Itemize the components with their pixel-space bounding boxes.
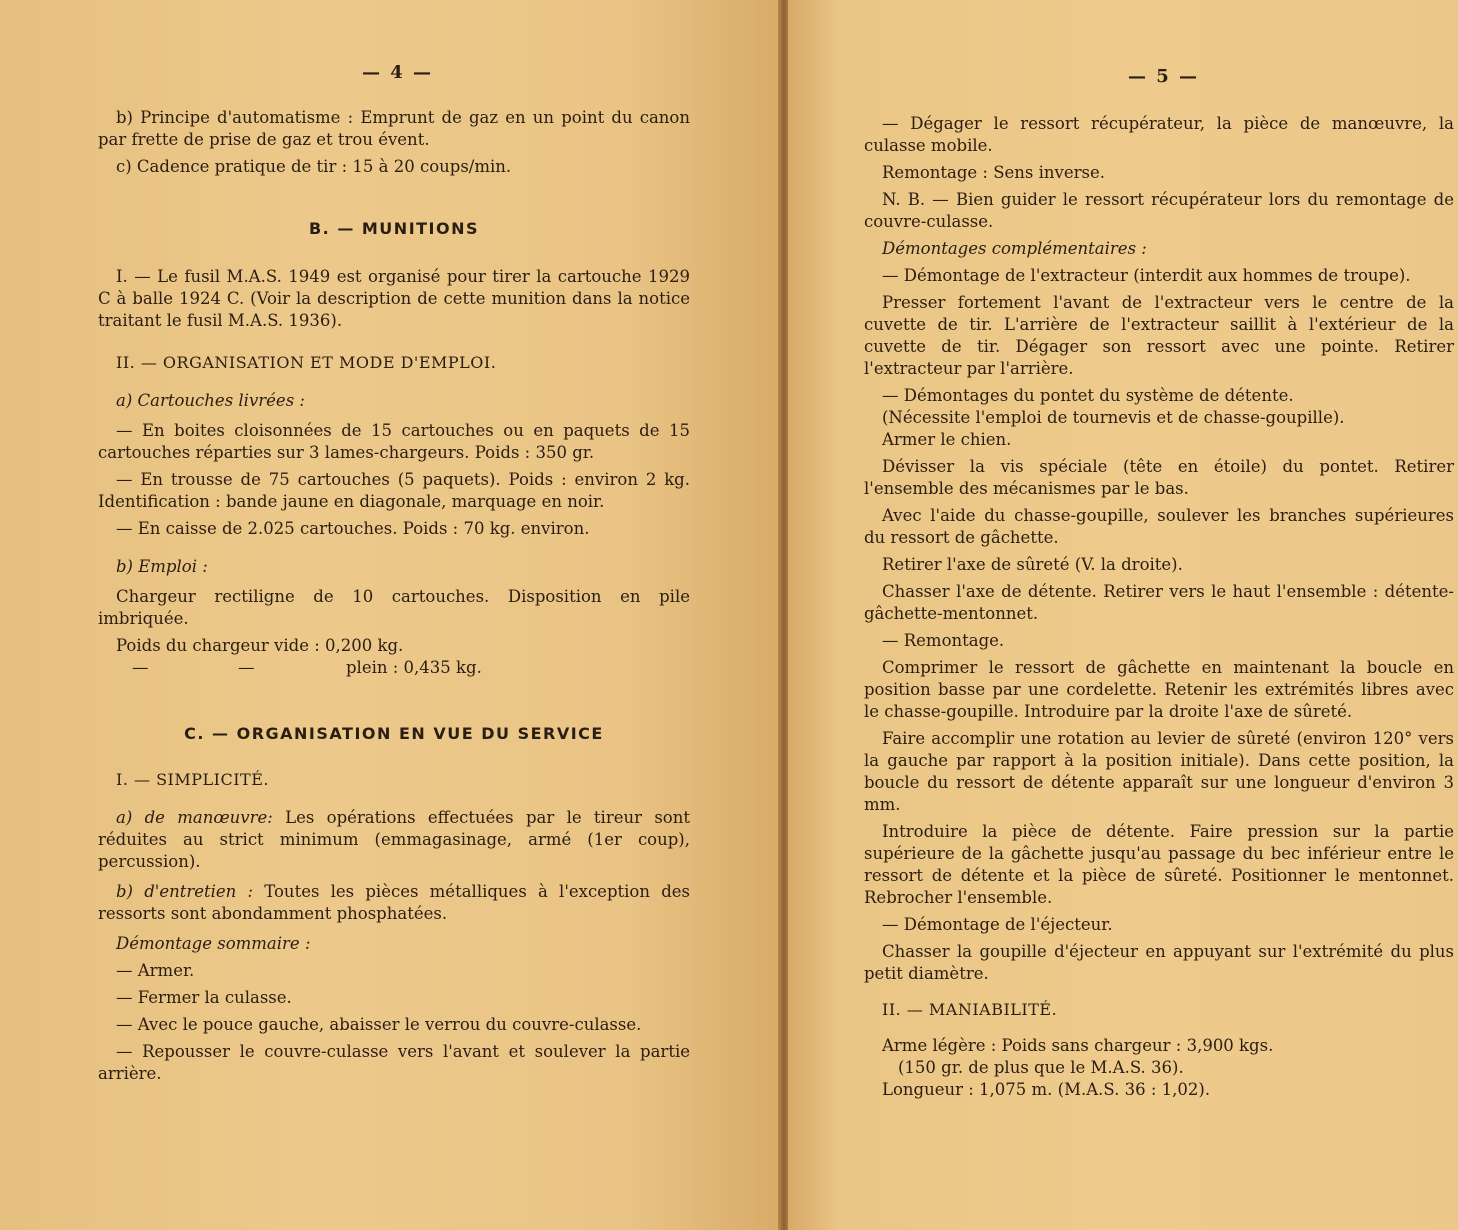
left-page-content — [98, 107, 690, 1085]
paragraph — [98, 657, 690, 679]
ditto-mark: — — [132, 658, 149, 677]
paragraph: Presser fortement l'avant de l'extracteur vers le centre de la cuvette de tir. L'arrière de l'extracteur saillit à l'extérieur de la cuvette de tir. Dégager son ressort avec une pointe. Retirer l'extracteur par l'arrière. — [864, 293, 1454, 378]
paragraph: Retirer l'axe de sûreté (V. la droite). — [882, 555, 1183, 574]
page-number-left: — 4 — — [362, 62, 434, 83]
paragraph — [98, 881, 690, 925]
subheading: Démontages complémentaires : — [882, 239, 1147, 258]
paragraph: — En caisse de 2.025 cartouches. Poids : 70 kg. environ. — [116, 519, 590, 538]
paragraph: Poids du chargeur vide : 0,200 kg. — [116, 636, 404, 655]
paragraph: Comprimer le ressort de gâchette en maintenant la boucle en position basse par une cordelette. Retenir les extrémités libres avec le chasse-goupille. Introduire par la droite l'axe de sûreté. — [864, 658, 1454, 721]
paragraph-text: Les opérations effectuées par le tireur sont réduites au strict minimum (emmagasinage, armé (1er coup), percussion). — [98, 808, 690, 871]
paragraph: N. B. — Bien guider le ressort récupérateur lors du remontage de couvre-culasse. — [864, 190, 1454, 231]
subheading: I. — SIMPLICITÉ. — [116, 770, 269, 789]
paragraph: (Nécessite l'emploi de tournevis et de chasse-goupille). — [882, 408, 1345, 427]
subheading: a) Cartouches livrées : — [116, 391, 305, 410]
paragraph: — Armer. — [116, 961, 195, 980]
paragraph: — En trousse de 75 cartouches (5 paquets). Poids : environ 2 kg. Identification : bande jaune en diagonale, marquage en noir. — [98, 470, 690, 511]
page-number-right: — 5 — — [1128, 66, 1200, 87]
ditto-mark: — — [238, 658, 255, 677]
paragraph-text: plein : 0,435 kg. — [346, 658, 482, 677]
right-page-content — [864, 113, 1454, 1101]
paragraph: — En boites cloisonnées de 15 cartouches ou en paquets de 15 cartouches réparties sur 3 lames-chargeurs. Poids : 350 gr. — [98, 421, 690, 462]
section-heading-munitions: B. — MUNITIONS — [308, 219, 480, 238]
paragraph-label: a) de manœuvre: — [116, 808, 273, 827]
paragraph — [98, 807, 690, 873]
paragraph: Chasser la goupille d'éjecteur en appuyant sur l'extrémité du plus petit diamètre. — [864, 942, 1454, 983]
paragraph: (150 gr. de plus que le M.A.S. 36). — [898, 1058, 1184, 1077]
paragraph: — Démontage de l'extracteur (interdit aux hommes de troupe). — [882, 266, 1411, 285]
subheading: Démontage sommaire : — [116, 934, 311, 953]
paragraph: c) Cadence pratique de tir : 15 à 20 coups/min. — [116, 157, 512, 176]
paragraph: — Dégager le ressort récupérateur, la pièce de manœuvre, la culasse mobile. — [864, 114, 1454, 155]
section-heading-organisation: C. — ORGANISATION EN VUE DU SERVICE — [184, 724, 604, 743]
paragraph: — Fermer la culasse. — [116, 988, 292, 1007]
paragraph: Armer le chien. — [882, 430, 1012, 449]
paragraph: Chargeur rectiligne de 10 cartouches. Disposition en pile imbriquée. — [98, 587, 690, 628]
paragraph: Avec l'aide du chasse-goupille, soulever les branches supérieures du ressort de gâchette. — [864, 506, 1454, 547]
paragraph: — Avec le pouce gauche, abaisser le verrou du couvre-culasse. — [116, 1015, 642, 1034]
paragraph: Introduire la pièce de détente. Faire pression sur la partie supérieure de la gâchette jusqu'au passage du bec inférieur entre le ressort de détente et la pièce de sûreté. Positionner le mentonnet. Rebrocher l'ensemble. — [864, 822, 1454, 907]
paragraph: Arme légère : Poids sans chargeur : 3,900 kgs. — [882, 1036, 1274, 1055]
paragraph: I. — Le fusil M.A.S. 1949 est organisé pour tirer la cartouche 1929 C à balle 1924 C. (Voir la description de cette munition dans la notice traitant le fusil M.A.S. 1936). — [98, 267, 690, 330]
paragraph: — Repousser le couvre-culasse vers l'avant et soulever la partie arrière. — [98, 1042, 690, 1083]
paragraph: b) Principe d'automatisme : Emprunt de gaz en un point du canon par frette de prise de gaz et trou évent. — [98, 108, 690, 149]
subheading: II. — MANIABILITÉ. — [882, 1000, 1058, 1019]
paragraph: — Démontages du pontet du système de détente. — [882, 386, 1294, 405]
paragraph: Dévisser la vis spéciale (tête en étoile) du pontet. Retirer l'ensemble des mécanismes par le bas. — [864, 457, 1454, 498]
paragraph: Chasser l'axe de détente. Retirer vers le haut l'ensemble : détente-gâchette-mentonnet. — [864, 582, 1454, 623]
paragraph: — Remontage. — [882, 631, 1005, 650]
right-page — [788, 0, 1458, 1230]
paragraph-label: b) d'entretien : — [116, 882, 254, 901]
paragraph: — Démontage de l'éjecteur. — [882, 915, 1113, 934]
paragraph: Faire accomplir une rotation au levier de sûreté (environ 120° vers la gauche par rapport à la position initiale). Dans cette position, la boucle du ressort de détente apparaît sur une longueur d'environ 3 mm. — [864, 729, 1454, 814]
paragraph: Longueur : 1,075 m. (M.A.S. 36 : 1,02). — [882, 1080, 1211, 1099]
subheading: b) Emploi : — [116, 557, 208, 576]
paragraph-text: Toutes les pièces métalliques à l'exception des ressorts sont abondamment phosphatées. — [98, 882, 690, 923]
paragraph: Remontage : Sens inverse. — [882, 163, 1105, 182]
subheading: II. — ORGANISATION ET MODE D'EMPLOI. — [116, 353, 497, 372]
